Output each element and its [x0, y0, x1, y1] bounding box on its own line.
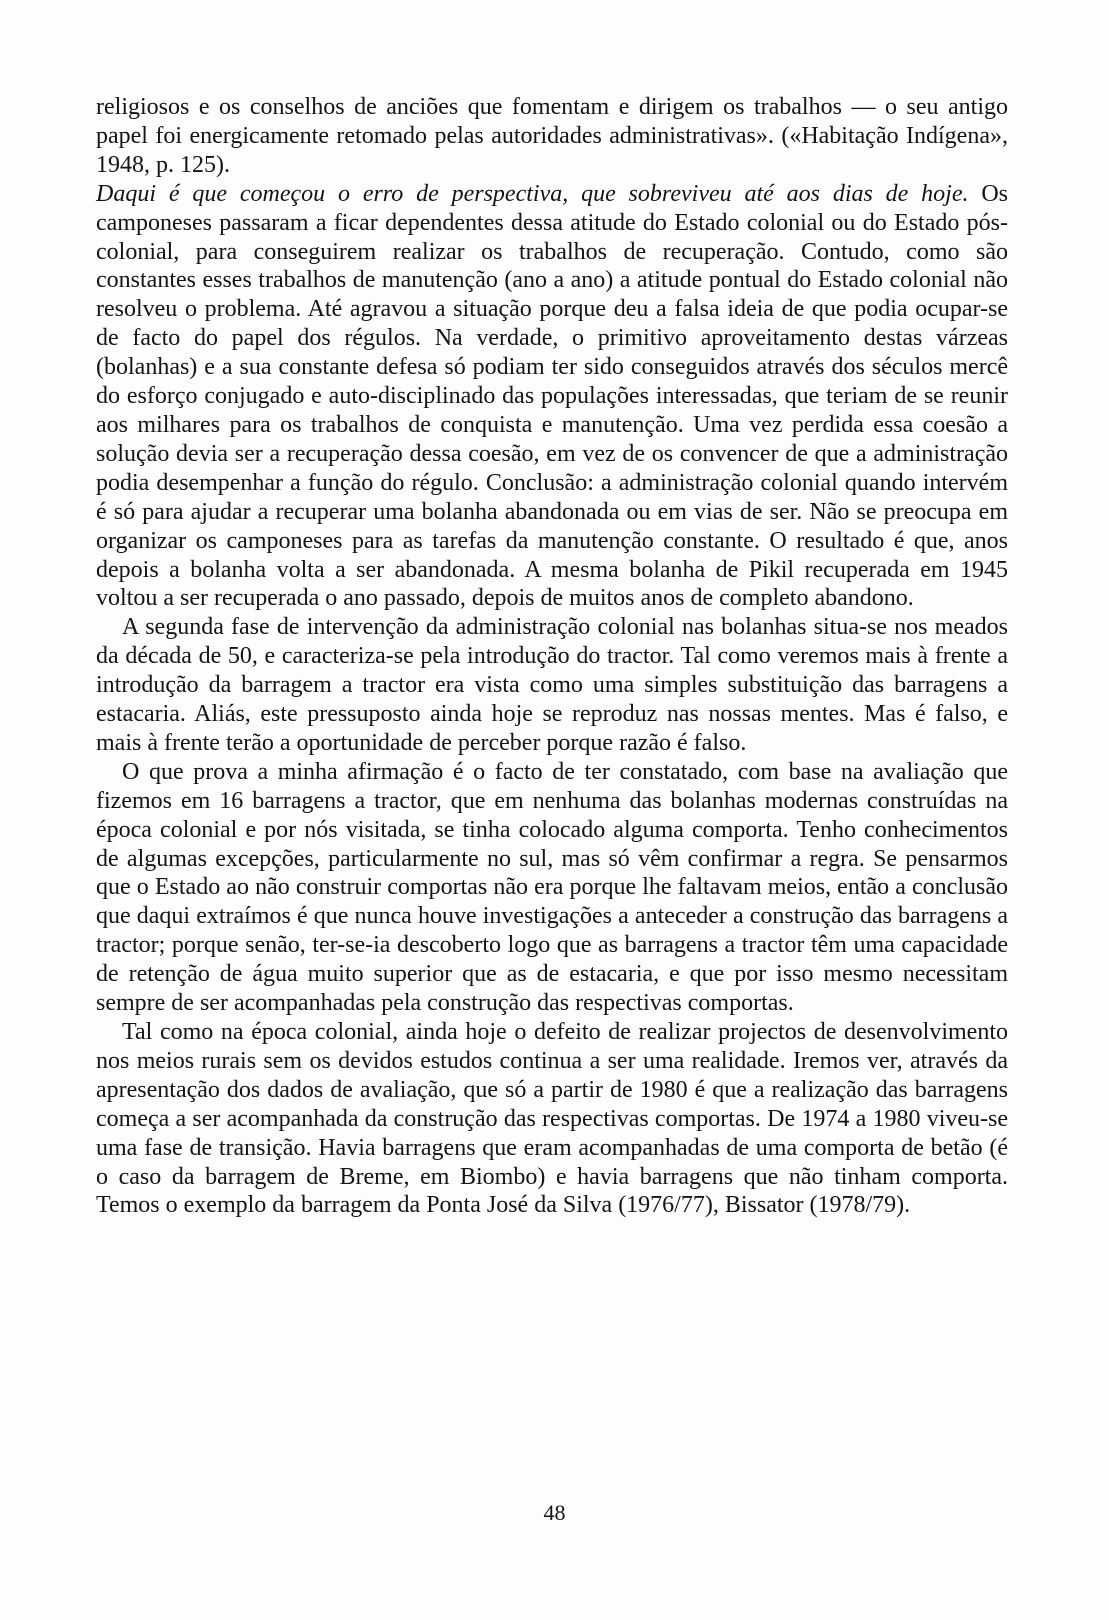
- paragraph-2: [96, 180, 1008, 614]
- paragraph-1: [96, 93, 1008, 180]
- paragraph-2-text: Os camponeses passaram a ficar dependentes dessa atitude do Estado colonial ou do Estado pós-colonial, para conseguirem realizar os trabalhos de recuperação. Contudo, como são constantes esses trabalhos de manutenção (ano a ano) a atitude pontual do Estado colonial não resolveu o problema. Até agravou a situação porque deu a falsa ideia de que podia ocupar-se de facto do papel dos régulos. Na verdade, o primitivo aproveitamento destas várzeas (bolanhas) e a sua constante defesa só podiam ter sido conseguidos através dos séculos mercê do esforço conjugado e auto-disciplinado das populações interessadas, que teriam de se reunir aos milhares para os trabalhos de conquista e manutenção. Uma vez perdida essa coesão a solução devia ser a recuperação dessa coesão, em vez de os convencer de que a administração podia desempenhar a função do régulo. Conclusão: a administração colonial quando intervém é só para ajudar a recuperar uma bolanha abandonada ou em vias de ser. Não se preocupa em organizar os camponeses para as tarefas da manutenção constante. O resultado é que, anos depois a bolanha volta a ser abandonada. A mesma bolanha de Pikil recuperada em 1945 voltou a ser recuperada o ano passado, depois de muitos anos de completo abandono.: [96, 180, 1008, 612]
- paragraph-2-italic-sentence: Daqui é que começou o erro de perspectiva, que sobreviveu até aos dias de hoje.: [96, 180, 969, 207]
- body-text: [96, 93, 1008, 1220]
- paragraph-5-text: Tal como na época colonial, ainda hoje o defeito de realizar projectos de desenvolvimento nos meios rurais sem os devidos estudos continua a ser uma realidade. Iremos ver, através da apresentação dos dados de avaliação, que só a partir de 1980 é que a realização das barragens começa a ser acompanhada da construção das respectivas comportas. De 1974 a 1980 viveu-se uma fase de transição. Havia barragens que eram acompanhadas de uma comporta de betão (é o caso da barragem de Breme, em Biombo) e havia barragens que não tinham comporta. Temos o exemplo da barragem da Ponta José da Silva (1976/77), Bissator (1978/79).: [96, 1019, 1008, 1219]
- paragraph-1-text: religiosos e os conselhos de anciões que fomentam e dirigem os trabalhos — o seu antigo papel foi energicamente retomado pelas autoridades administrativas». («Habitação Indígena», 1948, p. 125).: [96, 94, 1008, 178]
- paragraph-4-text: O que prova a minha afirmação é o facto de ter constatado, com base na avaliação que fizemos em 16 barragens a tractor, que em nenhuma das bolanhas modernas construídas na época colonial e por nós visitada, se tinha colocado alguma comporta. Tenho conhecimentos de algumas excepções, particularmente no sul, mas só vêm confirmar a regra. Se pensarmos que o Estado ao não construir comportas não era porque lhe faltavam meios, então a conclusão que daqui extraímos é que nunca houve investigações a anteceder a construção das barragens a tractor; porque senão, ter-se-ia descoberto logo que as barragens a tractor têm uma capacidade de retenção de água muito superior que as de estacaria, e que por isso mesmo necessitam sempre de ser acompanhadas pela construção das respectivas comportas.: [96, 758, 1008, 1017]
- paragraph-4: [96, 758, 1008, 1018]
- paragraph-3: [96, 613, 1008, 758]
- page-number: 48: [543, 1500, 566, 1525]
- paragraph-3-text: A segunda fase de intervenção da administração colonial nas bolanhas situa-se nos meados da década de 50, e caracteriza-se pela introdução do tractor. Tal como veremos mais à frente a introdução da barragem a tractor era vista como uma simples substituição das barragens a estacaria. Aliás, este pressuposto ainda hoje se reproduz nas nossas mentes. Mas é falso, e mais à frente terão a oportunidade de perceber porque razão é falso.: [96, 614, 1008, 756]
- paragraph-5: [96, 1018, 1008, 1220]
